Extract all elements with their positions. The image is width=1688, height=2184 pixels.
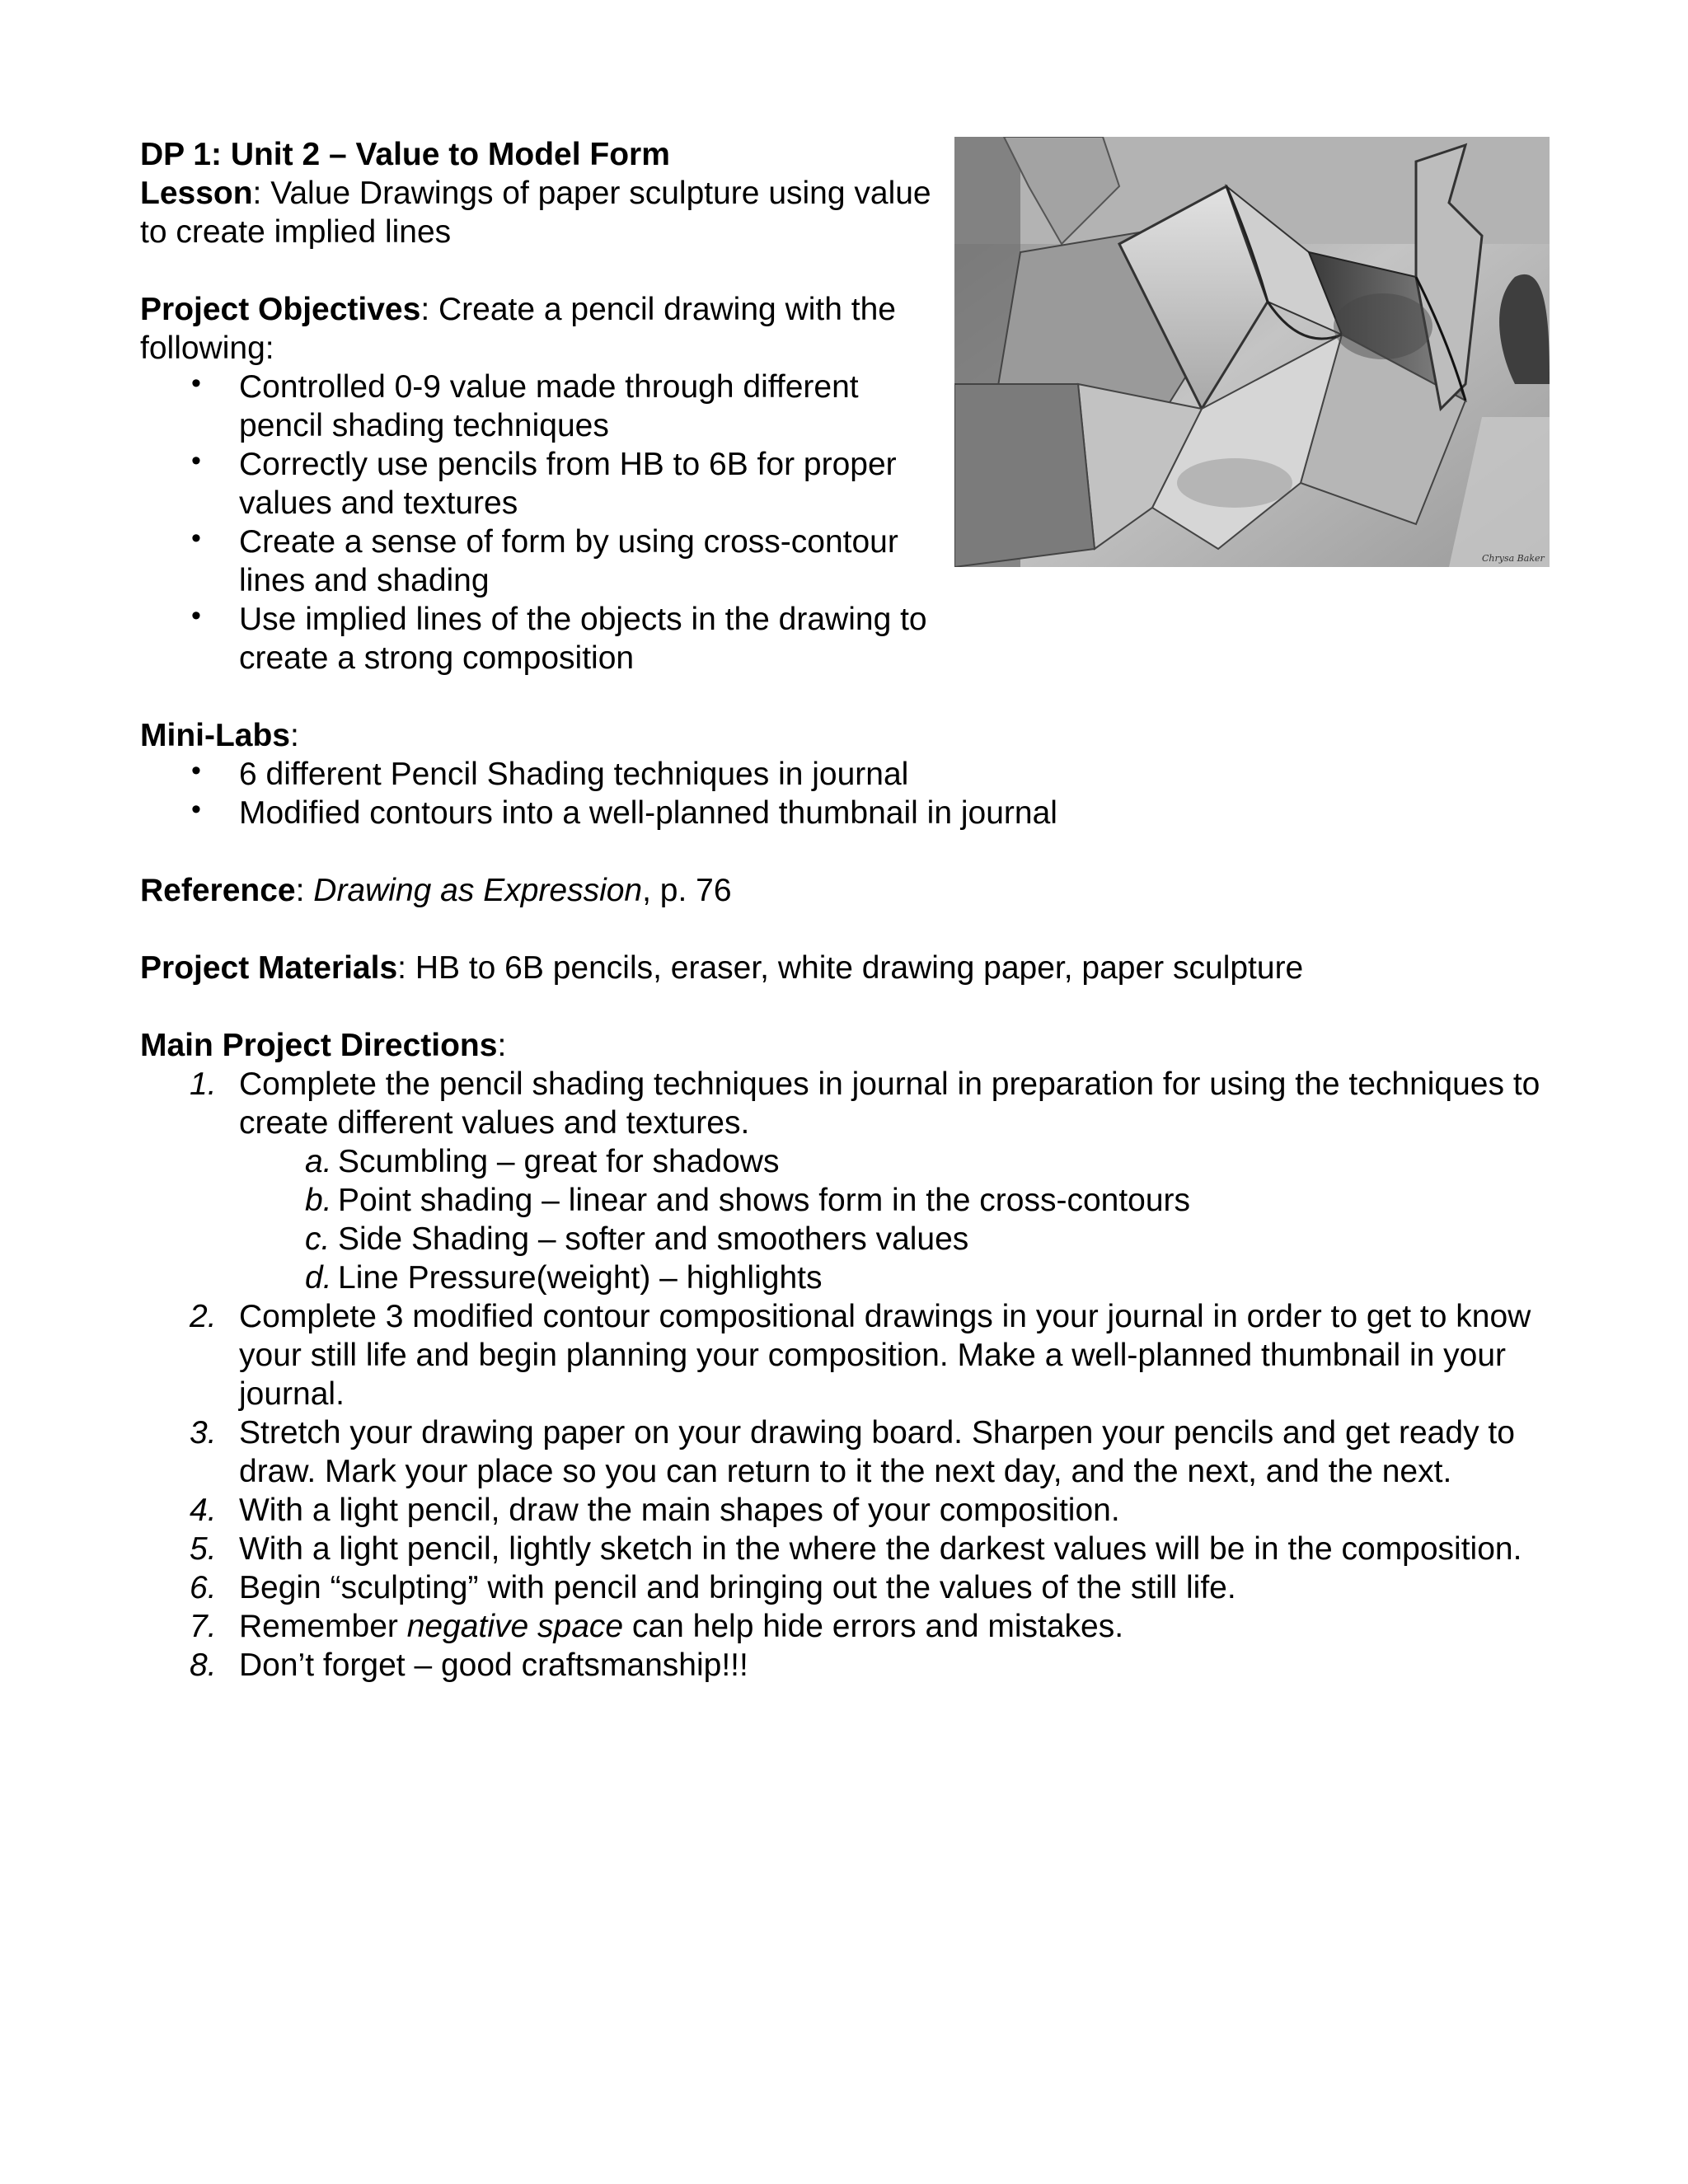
substep-letter: b. (305, 1183, 332, 1218)
reference-line: Reference: Drawing as Expression, p. 76 (140, 873, 732, 908)
lesson-text: Value Drawings of paper sculpture using value to create implied lines (140, 176, 931, 250)
step-number: 3. (190, 1415, 217, 1451)
step-text: Don’t forget – good craftsmanship!!! (239, 1647, 748, 1683)
minilab-text: 6 different Pencil Shading techniques in journal (239, 757, 909, 792)
step-text: Complete the pencil shading techniques in journal in preparation for using the techniques to create different values and textures. (239, 1066, 1540, 1141)
step-number: 6. (190, 1570, 217, 1605)
artist-signature: Chrysa Baker (1482, 553, 1545, 564)
step-text: With a light pencil, draw the main shapes of your composition. (239, 1493, 1120, 1528)
minilab-text: Modified contours into a well-planned thumbnail in journal (239, 795, 1057, 831)
step-text-emphasis: negative space (406, 1609, 624, 1644)
document-title: DP 1: Unit 2 – Value to Model Form (140, 137, 670, 172)
reference-book: Drawing as Expression (313, 873, 643, 908)
list-item (140, 600, 931, 677)
step-number: 2. (190, 1299, 217, 1334)
substep-text: Line Pressure(weight) – highlights (338, 1260, 823, 1296)
step-text: With a light pencil, lightly sketch in the where the darkest values will be in the composition. (239, 1531, 1522, 1567)
step-number: 4. (190, 1493, 217, 1528)
step-text: Complete 3 modified contour compositional drawings in your journal in order to get to know your still life and begin planning your composition. Make a well-planned thumbnail in your journal. (239, 1299, 1531, 1412)
materials-label: Project Materials (140, 950, 398, 986)
substep-text: Side Shading – softer and smoothers values (338, 1221, 969, 1257)
bullet-icon: • (191, 445, 201, 476)
list-item (140, 1646, 1558, 1685)
list-item (140, 1530, 1558, 1568)
directions-list (140, 1065, 1558, 1685)
list-item (140, 755, 1558, 794)
objective-text: Use implied lines of the objects in the drawing to create a strong composition (239, 602, 927, 676)
objective-text: Correctly use pencils from HB to 6B for proper values and textures (239, 447, 897, 521)
substeps-list (239, 1142, 1558, 1297)
objective-text: Controlled 0-9 value made through different pencil shading techniques (239, 369, 859, 443)
document-body (140, 135, 1558, 1685)
minilabs-list (140, 755, 1558, 832)
list-item (140, 1568, 1558, 1607)
list-item (239, 1220, 1558, 1258)
minilabs-heading: Mini-Labs: (140, 718, 299, 753)
list-item (140, 794, 1558, 832)
bullet-icon: • (191, 755, 201, 786)
list-item (140, 368, 931, 445)
bullet-icon: • (191, 523, 201, 554)
objectives-list (140, 368, 931, 677)
substep-text: Point shading – linear and shows form in the cross-contours (338, 1183, 1191, 1218)
step-number: 8. (190, 1647, 217, 1683)
minilabs-label: Mini-Labs (140, 718, 290, 753)
step-text: Begin “sculpting” with pencil and bringing out the values of the still life. (239, 1570, 1236, 1605)
substep-letter: c. (305, 1221, 331, 1257)
objectives-intro-text: Create a pencil drawing with the following: (140, 292, 896, 366)
materials-line: Project Materials: HB to 6B pencils, eraser, white drawing paper, paper sculpture (140, 950, 1304, 986)
list-item (140, 523, 931, 600)
lesson-line: Lesson: Value Drawings of paper sculpture using value to create implied lines (140, 176, 931, 250)
substep-letter: d. (305, 1260, 332, 1296)
step-number: 5. (190, 1531, 217, 1567)
step-number: 1. (190, 1066, 217, 1102)
objectives-intro: Project Objectives: Create a pencil drawing with the following: (140, 292, 896, 366)
reference-label: Reference (140, 873, 296, 908)
list-item (239, 1142, 1558, 1181)
directions-label: Main Project Directions (140, 1028, 498, 1063)
step-text-post: can help hide errors and mistakes. (623, 1609, 1124, 1644)
list-item (140, 1065, 1558, 1297)
objectives-label: Project Objectives (140, 292, 421, 327)
bullet-icon: • (191, 794, 201, 825)
reference-page: , p. 76 (642, 873, 732, 908)
materials-text: HB to 6B pencils, eraser, white drawing paper, paper sculpture (415, 950, 1304, 986)
list-item (239, 1258, 1558, 1297)
list-item (140, 1413, 1558, 1491)
step-text-pre: Remember (239, 1609, 407, 1644)
step-number: 7. (190, 1609, 217, 1644)
objective-text: Create a sense of form by using cross-contour lines and shading (239, 524, 898, 598)
step-text: Stretch your drawing paper on your drawing board. Sharpen your pencils and get ready to draw. Mark your place so you can return to it the next day, and the next, and the next. (239, 1415, 1515, 1489)
list-item (140, 445, 931, 523)
list-item (140, 1297, 1558, 1413)
bullet-icon: • (191, 600, 201, 631)
substep-text: Scumbling – great for shadows (338, 1144, 780, 1179)
directions-heading: Main Project Directions: (140, 1028, 507, 1063)
list-item (140, 1607, 1558, 1646)
lesson-label: Lesson (140, 176, 253, 211)
list-item (239, 1181, 1558, 1220)
substep-letter: a. (305, 1144, 332, 1179)
list-item (140, 1491, 1558, 1530)
bullet-icon: • (191, 368, 201, 399)
